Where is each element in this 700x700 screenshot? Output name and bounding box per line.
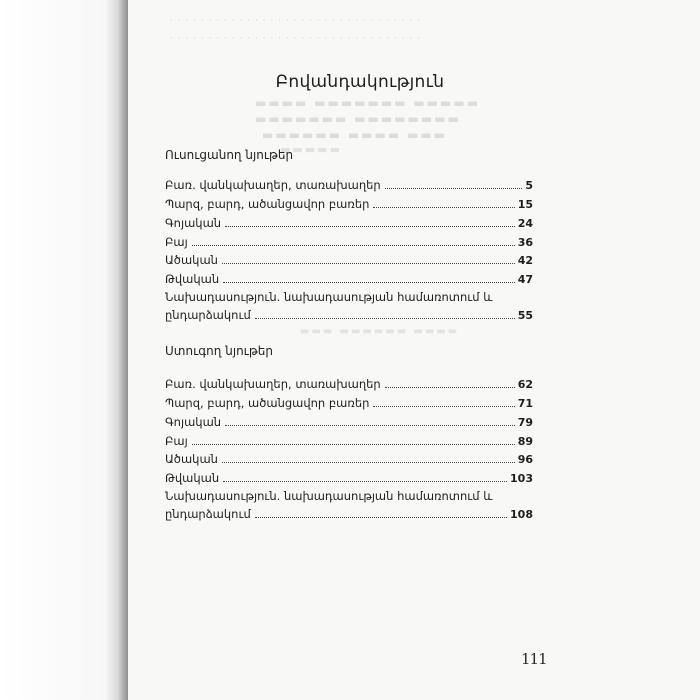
toc-entry-label: Թվական [165,272,220,286]
toc-entry-page: 71 [517,397,533,410]
dot-leader [222,462,515,463]
toc-entry-label: Թվական [165,471,220,485]
toc-entry-label: Բառ. վանկախաղեր, տառախաղեր [165,178,381,192]
bleed-through-text: ▬▬▬▬▬▬▬ ▬▬▬▬▬▬▬▬ [255,112,461,126]
toc-entry[interactable] [165,272,533,288]
toc-entry-label: Ածական [165,452,218,466]
toc-entry-label: Պարզ, բարդ, ածանցավոր բառեր [165,197,370,211]
toc-entry-page: 79 [517,416,533,429]
bleed-through-text: · · · · · · · · · · · · · · · · · · · · · · · · · · · · · · · · · [170,34,421,44]
toc-entry[interactable] [165,507,533,523]
dot-leader [385,188,523,189]
dot-leader [192,444,515,445]
toc-entry-label: Բայ [165,434,188,448]
toc-entry-label: Գոյական [165,415,222,429]
toc-entry-page: 62 [517,378,533,391]
contents-title: Բովանդակություն [275,72,445,92]
toc-entry-label: ընդարձակում [165,308,251,322]
bleed-through-text: · · · · · · · · · · · · · · · · · · · · · · · · · · · · · · · · · [170,16,421,26]
toc-entry-page: 24 [517,217,533,230]
toc-entry[interactable] [165,178,533,194]
book-spine-shadow [0,0,130,700]
toc-entry[interactable] [165,434,533,450]
section-heading-teaching: Ուսուցանող նյութեր [165,148,294,162]
dot-leader [385,387,515,388]
dot-leader [225,425,515,426]
bleed-through-text: ▬▬▬▬▬ [280,143,342,156]
toc-entry[interactable] [165,396,533,412]
toc-entry[interactable] [165,471,533,487]
dot-leader [373,406,514,407]
toc-entry[interactable] [165,452,533,468]
bleed-through-text: ▬▬▬ ▬▬▬▬▬▬ ▬▬▬▬ [300,326,460,337]
toc-entry-page: 47 [517,273,533,286]
toc-entry-page: 36 [517,236,533,249]
dot-leader [373,207,514,208]
dot-leader [192,245,515,246]
toc-entry[interactable] [165,377,533,393]
toc-entry-label-line1[interactable]: Նախադասություն. նախադասության համառոտում և [165,489,493,503]
toc-entry-label-line1[interactable]: Նախադասություն. նախադասության համառոտում և [165,290,493,304]
toc-entry-page: 42 [517,254,533,267]
dot-leader [225,226,515,227]
section-heading-testing: Ստուգող նյութեր [165,344,273,358]
dot-leader [255,517,507,518]
toc-entry-label: Բայ [165,235,188,249]
toc-entry-page: 55 [517,309,533,322]
toc-entry-label: Բառ. վանկախաղեր, տառախաղեր [165,377,381,391]
toc-entry-label: Պարզ, բարդ, ածանցավոր բառեր [165,396,370,410]
toc-entry[interactable] [165,308,533,324]
toc-entry-label: ընդարձակում [165,507,251,521]
page-number: 111 [521,650,547,668]
dot-leader [223,282,515,283]
toc-entry[interactable] [165,415,533,431]
toc-entry-page: 5 [525,179,533,192]
toc-entry-page: 103 [510,472,533,485]
toc-entry[interactable] [165,235,533,251]
toc-entry-page: 108 [510,508,533,521]
dot-leader [222,263,515,264]
toc-entry-label: Ածական [165,253,218,267]
bleed-through-text: ▬▬▬▬▬▬ ▬▬▬▬ ▬▬▬ [262,128,448,142]
bleed-through-text: ▬▬▬▬ ▬▬▬▬▬▬▬ ▬▬▬▬▬ [255,96,481,110]
dot-leader [255,318,515,319]
toc-entry-label: Գոյական [165,216,222,230]
toc-entry-page: 15 [517,198,533,211]
toc-entry[interactable] [165,197,533,213]
toc-entry[interactable] [165,253,533,269]
toc-entry-page: 89 [517,435,533,448]
dot-leader [223,481,507,482]
toc-entry[interactable] [165,216,533,232]
toc-entry-page: 96 [517,453,533,466]
